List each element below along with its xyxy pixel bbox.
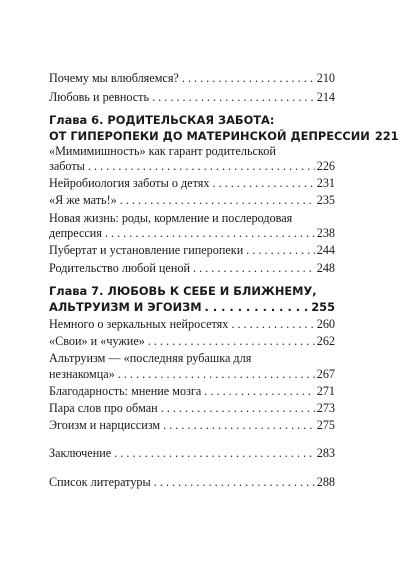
- dot-leader: [118, 367, 315, 381]
- dot-leader: [152, 90, 315, 104]
- chapter-title: АЛЬТРУИЗМ И ЭГОИЗМ: [49, 300, 202, 314]
- toc-entry: [49, 334, 335, 348]
- toc-entry-page: 271: [316, 384, 335, 398]
- dot-leader: [193, 261, 315, 275]
- toc-entry: [49, 317, 335, 331]
- toc-entry-line1: [49, 351, 335, 365]
- chapter-heading-line1: [49, 113, 335, 127]
- chapter-title: Глава 7. ЛЮБОВЬ К СЕБЕ И БЛИЖНЕМУ,: [49, 284, 317, 298]
- toc-entry: [49, 226, 335, 240]
- toc-entry-page: 231: [316, 176, 335, 190]
- chapter-title: Глава 6. РОДИТЕЛЬСКАЯ ЗАБОТА:: [49, 113, 275, 127]
- toc-entry-page: 283: [316, 446, 335, 460]
- dot-leader: [204, 384, 314, 398]
- toc-entry-title: Новая жизнь: роды, кормление и послеродовая: [49, 211, 293, 225]
- chapter-heading-line2: [49, 129, 399, 143]
- dot-leader: [105, 226, 315, 240]
- toc-entry: [49, 243, 335, 257]
- toc-entry: [49, 367, 335, 381]
- toc-entry-title: «Свои» и «чужие»: [49, 334, 145, 348]
- toc-entry-title: Почему мы влюбляемся?: [49, 71, 179, 85]
- toc-entry: [49, 159, 335, 173]
- toc-entry-page: 226: [316, 159, 335, 173]
- toc-entry: [49, 401, 335, 415]
- toc-entry-page: 248: [316, 261, 335, 275]
- dot-leader: [163, 418, 315, 432]
- toc-entry: [49, 418, 335, 432]
- chapter-heading-line2: [49, 300, 335, 314]
- chapter-page: 255: [311, 300, 335, 314]
- dot-leader: [148, 334, 315, 348]
- toc-entry-line1: [49, 144, 335, 158]
- toc-entry-title: «Мимимишность» как гарант родительской: [49, 144, 276, 158]
- toc-entry-page: 238: [316, 226, 335, 240]
- dot-leader: [154, 475, 315, 489]
- toc-entry-page: 210: [316, 71, 335, 85]
- toc-entry-title: незнакомца»: [49, 367, 115, 381]
- toc-entry: [49, 193, 335, 207]
- toc-entry-title: Немного о зеркальных нейросетях: [49, 317, 229, 331]
- toc-entry-page: 244: [316, 243, 335, 257]
- toc-entry-title: Эгоизм и нарциссизм: [49, 418, 161, 432]
- toc-entry: [49, 446, 335, 460]
- toc-entry-title: Альтруизм — «последняя рубашка для: [49, 351, 252, 365]
- dot-leader: [88, 159, 315, 173]
- toc-entry-title: депрессия: [49, 226, 102, 240]
- dot-leader: [161, 401, 315, 415]
- toc-entry-title: заботы: [49, 159, 85, 173]
- toc-entry-page: 214: [316, 90, 335, 104]
- toc-entry-title: «Я же мать!»: [49, 193, 117, 207]
- toc-entry-page: 288: [316, 475, 335, 489]
- toc-entry: [49, 176, 335, 190]
- toc-entry-page: 273: [316, 401, 335, 415]
- toc-entry-page: 235: [316, 193, 335, 207]
- toc-entry-line1: [49, 211, 335, 225]
- toc-entry-page: 275: [316, 418, 335, 432]
- toc-entry: [49, 71, 335, 85]
- toc-entry: [49, 475, 335, 489]
- dot-leader: [212, 176, 314, 190]
- toc-entry-title: Нейробиология заботы о детях: [49, 176, 210, 190]
- toc-entry: [49, 384, 335, 398]
- toc-entry: [49, 90, 335, 104]
- toc-entry-title: Заключение: [49, 446, 112, 460]
- toc-entry-title: Список литературы: [49, 475, 151, 489]
- toc-entry-title: Пара слов про обман: [49, 401, 158, 415]
- dot-leader: [120, 193, 315, 207]
- chapter-page: 221: [374, 129, 399, 143]
- chapter-title: ОТ ГИПЕРОПЕКИ ДО МАТЕРИНСКОЙ ДЕПРЕССИИ: [49, 129, 370, 143]
- dot-leader: [205, 300, 310, 314]
- chapter-heading-line1: [49, 284, 335, 298]
- dot-leader: [246, 243, 314, 257]
- dot-leader: [231, 317, 314, 331]
- dot-leader: [182, 71, 315, 85]
- toc-entry-title: Любовь и ревность: [49, 90, 150, 104]
- dot-leader: [114, 446, 315, 460]
- toc-entry: [49, 261, 335, 275]
- toc-entry-page: 262: [316, 334, 335, 348]
- toc-entry-title: Родительство любой ценой: [49, 261, 190, 275]
- toc-entry-title: Пубертат и установление гиперопеки: [49, 243, 244, 257]
- toc-entry-title: Благодарность: мнение мозга: [49, 384, 202, 398]
- toc-entry-page: 267: [316, 367, 335, 381]
- toc-entry-page: 260: [316, 317, 335, 331]
